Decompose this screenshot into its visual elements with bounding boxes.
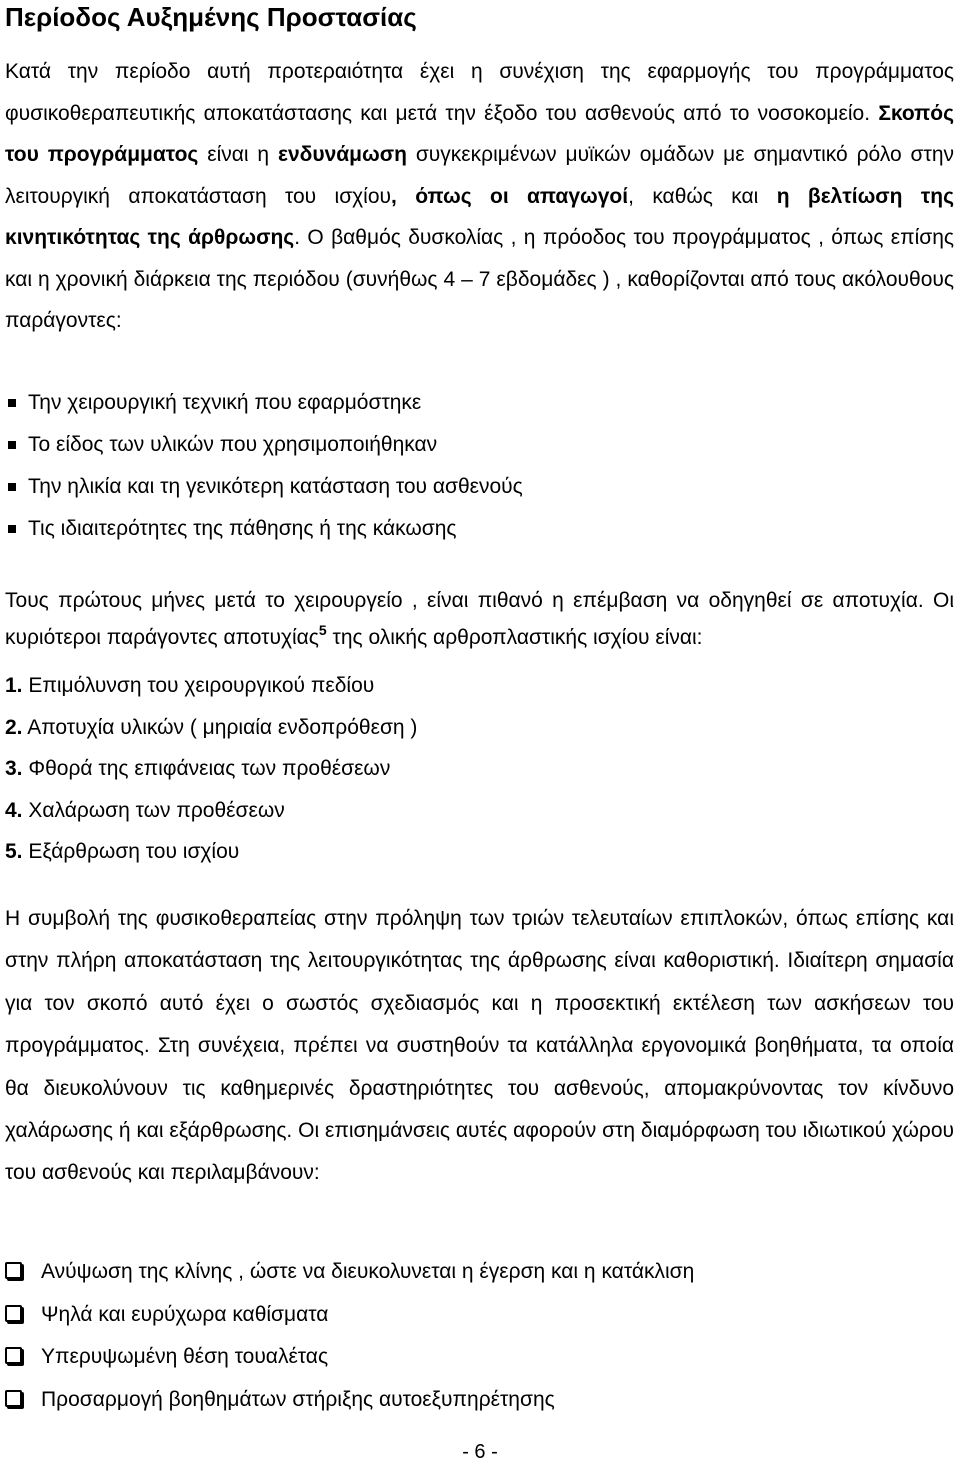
checkbox-bullet-icon — [5, 1262, 22, 1279]
list-item — [5, 1294, 694, 1337]
footnote-ref: 5 — [318, 622, 327, 638]
list-item — [5, 424, 523, 466]
list-item — [5, 1379, 694, 1422]
list-item — [5, 831, 417, 873]
list-item — [5, 707, 417, 749]
square-bullet-icon — [8, 525, 16, 533]
list-item-text: Την χειρουργική τεχνική που εφαρμόστηκε — [28, 391, 422, 414]
list-item-text: Το είδος των υλικών που χρησιμοποιήθηκαν — [28, 433, 438, 456]
item-number: 3. — [5, 757, 23, 780]
checkbox-bullet-icon — [5, 1305, 22, 1322]
list-item — [5, 382, 523, 424]
square-bullet-icon — [8, 441, 16, 449]
list-item-text: Φθορά της επιφάνειας των προθέσεων — [28, 757, 391, 780]
list-item-text: Υπερυψωμένη θέση τουαλέτας — [41, 1345, 329, 1368]
list-item-text: Επιμόλυνση του χειρουργικού πεδίου — [28, 674, 375, 697]
item-number: 5. — [5, 840, 23, 863]
failure-text: Τους πρώτους μήνες μετά το χειρουργείο , είναι πιθανό η επέμβαση να οδηγηθεί σε αποτυχία. Οι κυριότεροι παράγοντες αποτυχίας — [5, 589, 954, 649]
failure-paragraph — [5, 582, 954, 656]
emphasis-strengthening: ενδυνάμωση — [277, 143, 407, 166]
physiotherapy-paragraph: Η συμβολή της φυσικοθεραπείας στην πρόληψη των τριών τελευταίων επιπλοκών, όπως επίσης και στην πλήρη αποκατάσταση της λειτουργικότητας της άρθρωσης είναι καθοριστική. Ιδιαίτερη σημασία για τον σκοπό αυτό έχει ο σωστός σχεδιασμός και η προσεκτική εκτέλεση των ασκήσεων του προγράμματος. Στη συνέχεια, πρέπει να συστηθούν τα κατάλληλα εργονομικά βοηθήματα, τα οποία θα διευκολύνουν τις καθημερινές δραστηριότητες του ασθενούς, απομακρύνοντας τον κίνδυνο χαλάρωσης ή και εξάρθρωσης. Οι επισημάνσεις αυτές αφορούν στη διαμόρφωση του ιδιωτικού χώρου του ασθενούς και περιλαμβάνουν: — [5, 907, 954, 1185]
list-item — [5, 665, 417, 707]
list-item — [5, 748, 417, 790]
list-item-text: Αποτυχία υλικών ( μηριαία ενδοπρόθεση ) — [27, 715, 418, 739]
list-item — [5, 508, 523, 550]
list-item — [5, 790, 417, 832]
intro-text: . Ο βαθμός δυσκολίας , η πρόοδος του προγράμματος , όπως επίσης και η χρονική διάρκεια της περιόδου (συνήθως 4 – 7 εβδομάδες ) , καθορίζονται από τους ακόλουθους παράγοντες: — [5, 226, 955, 332]
list-item — [5, 466, 523, 508]
list-item-text: Ανύψωση της κλίνης , ώστε να διευκολυνεται η έγερση και η κατάκλιση — [41, 1260, 695, 1283]
intro-text: Κατά την περίοδο αυτή προτεραιότητα έχει η συνέχιση της εφαρμογής του προγράμματος φυσικοθεραπευτικής αποκατάστασης και μετά την έξοδο του ασθενούς από το νοσοκομείο. — [5, 60, 954, 125]
emphasis-goal: Σκοπός του προγράμματος — [5, 101, 954, 166]
square-bullet-icon — [8, 483, 16, 491]
checkbox-bullet-icon — [5, 1347, 22, 1364]
intro-paragraph — [5, 51, 954, 342]
factors-list — [5, 382, 523, 550]
square-bullet-icon — [8, 399, 16, 407]
item-number: 2. — [5, 715, 23, 739]
list-item-text: Ψηλά και ευρύχωρα καθίσματα — [41, 1302, 329, 1326]
home-modifications-list — [5, 1251, 694, 1421]
list-item-text: Την ηλικία και τη γενικότερη κατάσταση του ασθενούς — [28, 475, 523, 498]
list-item — [5, 1251, 694, 1294]
intro-text: συγκεκριμένων μυϊκών ομάδων με σημαντικό ρόλο στην λειτουργική αποκατάσταση του ισχίου — [5, 143, 954, 208]
list-item-text: Τις ιδιαιτερότητες της πάθησης ή της κάκωσης — [28, 517, 457, 540]
emphasis-abductors: , όπως οι απαγωγοί — [391, 184, 629, 208]
item-number: 1. — [5, 674, 23, 697]
failure-text: της ολικής αρθροπλαστικής ισχίου είναι: — [326, 626, 703, 649]
list-item — [5, 1336, 694, 1379]
item-number: 4. — [5, 798, 23, 822]
failure-factors-list — [5, 665, 417, 873]
list-item-text: Χαλάρωση των προθέσεων — [28, 798, 285, 822]
checkbox-bullet-icon — [5, 1390, 22, 1407]
intro-text: , καθώς και — [628, 184, 777, 208]
list-item-text: Εξάρθρωση του ισχίου — [28, 840, 240, 863]
list-item-text: Προσαρμογή βοηθημάτων στήριξης αυτοεξυπηρέτησης — [41, 1387, 555, 1411]
emphasis-mobility: η βελτίωση της κινητικότητας της άρθρωσης — [5, 184, 954, 249]
page-number: - 6 - — [462, 1441, 498, 1463]
section-heading: Περίοδος Αυξημένης Προστασίας — [5, 2, 417, 32]
intro-text: είναι η — [198, 143, 278, 166]
